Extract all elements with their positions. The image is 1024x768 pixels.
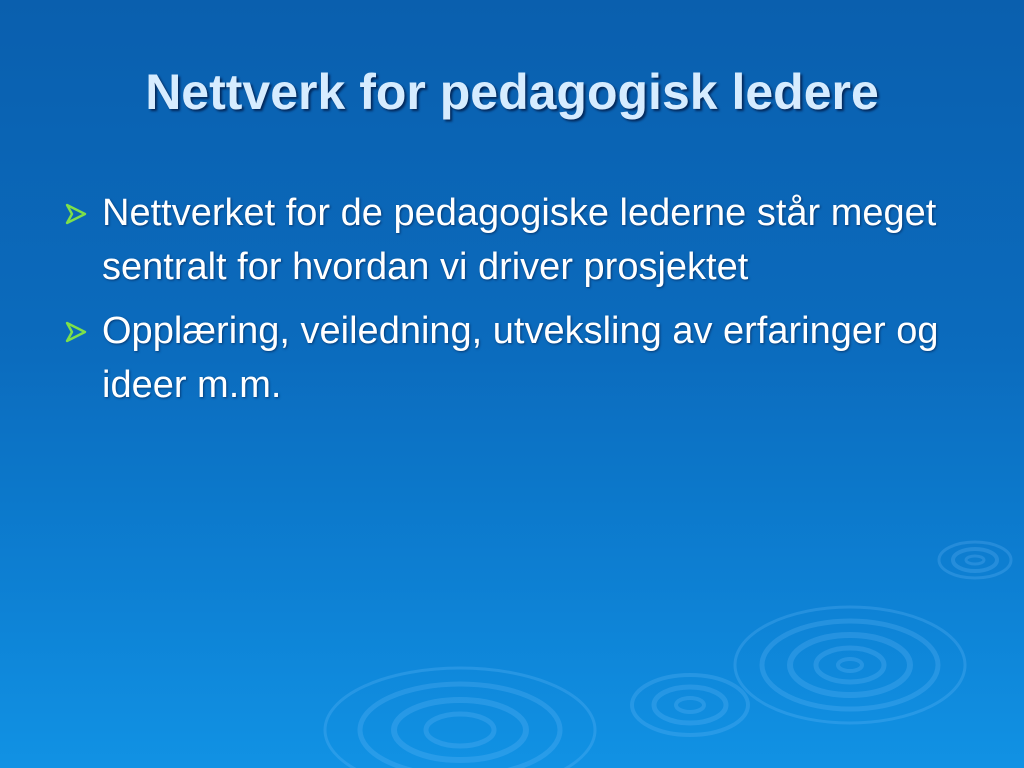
ripple-icon [325,668,595,768]
bullet-text: Nettverket for de pedagogiske lederne står meget sentralt for hvordan vi driver prosjektet [102,192,937,288]
bullet-list [60,186,980,422]
bullet-item [60,304,980,412]
ripple-icon [735,607,965,723]
bullet-item [60,186,980,294]
ripple-icon [939,542,1011,578]
bullet-text: Opplæring, veiledning, utveksling av erfaringer og ideer m.m. [102,310,939,406]
slide-title: Nettverk for pedagogisk ledere [145,64,879,120]
chevron-right-arrow-icon [64,321,88,343]
ripple-icon [632,675,748,735]
chevron-right-arrow-icon [64,203,88,225]
